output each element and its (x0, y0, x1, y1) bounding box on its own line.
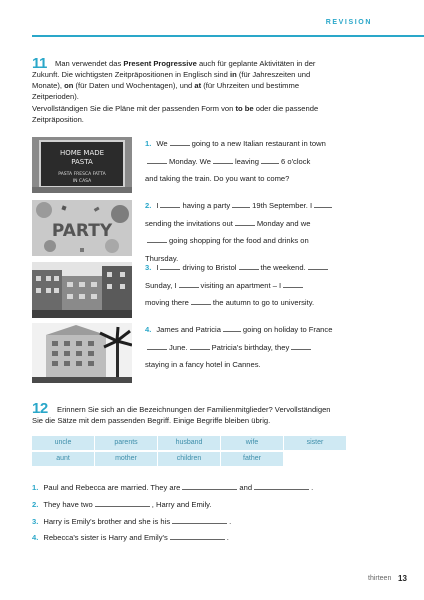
exercise-11-item-2: 2. I having a party 19th September. I sending the invitations out Monday and we going shopping for the food and drinks on Thursday. (145, 197, 350, 267)
answer-blank[interactable] (232, 201, 250, 208)
answer-blank[interactable] (147, 236, 167, 243)
answer-blank[interactable] (190, 343, 210, 350)
word-mother: mother (95, 452, 157, 466)
word-father: father (221, 452, 283, 466)
answer-blank[interactable] (160, 201, 180, 208)
photo-street (32, 262, 132, 318)
svg-text:PASTA FRESCA FATTA: PASTA FRESCA FATTA (58, 172, 106, 177)
word-wife: wife (221, 436, 283, 450)
photo-chalkboard (32, 137, 132, 193)
page-number: 13 (398, 574, 407, 583)
exercise-11-item-4: 4. James and Patricia going on holiday to France June. Patricia's birthday, they staying in a fancy hotel in Cannes. (145, 325, 333, 370)
exercise-11-item-3: 3. I driving to Bristol the weekend. Sunday, I visiting an apartment – I moving there the autumn to go to university. (145, 259, 350, 312)
photo-hotel (32, 323, 132, 383)
exercise-12-question-4: 4. Rebecca's sister is Harry and Emily's . (32, 533, 229, 542)
answer-blank[interactable] (254, 483, 309, 490)
word-aunt: aunt (32, 452, 94, 466)
answer-blank[interactable] (308, 263, 328, 270)
exercise-11-instructions: Man verwendet das Present Progressive auch für geplante Aktivitäten in der (55, 59, 316, 68)
answer-blank[interactable] (182, 483, 237, 490)
answer-blank[interactable] (235, 219, 255, 226)
answer-blank[interactable] (170, 139, 190, 146)
exercise-11-instructions-cont: Zukunft. Die wichtigsten Zeitpräpositionen in Englisch sind in (für Jahreszeiten und Monate), on (für Daten und Wochentagen), und at (für Uhrzeiten und bestimme Zeitperioden). Vervollständigen Sie die Pläne mit der passenden Form von to be oder die passende Zeitpräposition. (32, 70, 319, 124)
exercise-12-instructions: Erinnern Sie sich an die Bezeichnungen der Familienmitglieder? Vervollständigen (57, 405, 331, 414)
svg-text:PARTY: PARTY (51, 221, 113, 241)
answer-blank[interactable] (223, 325, 241, 332)
answer-blank[interactable] (261, 157, 279, 164)
exercise-12-instructions-cont: Sie die Sätze mit dem passenden Begriff. Einige Begriffe bleiben übrig. (32, 416, 271, 425)
answer-blank[interactable] (191, 298, 211, 305)
word-uncle: uncle (32, 436, 94, 450)
answer-blank[interactable] (147, 157, 167, 164)
answer-blank[interactable] (147, 343, 167, 350)
answer-blank[interactable] (314, 201, 332, 208)
answer-blank[interactable] (283, 281, 303, 288)
word-sister: sister (284, 436, 346, 450)
answer-blank[interactable] (291, 343, 311, 350)
answer-blank[interactable] (239, 263, 259, 270)
svg-text:HOME MADE: HOME MADE (59, 149, 105, 157)
answer-blank[interactable] (95, 500, 150, 507)
photo-party (32, 200, 132, 256)
exercise-12-question-3: 3. Harry is Emily's brother and she is his . (32, 517, 232, 526)
word-children: children (158, 452, 220, 466)
answer-blank[interactable] (213, 157, 233, 164)
section-label: REVISION (325, 19, 372, 26)
svg-text:IN CASA: IN CASA (72, 179, 92, 184)
exercise-12-number: 12 (32, 400, 48, 417)
answer-blank[interactable] (170, 533, 225, 540)
word-parents: parents (95, 436, 157, 450)
exercise-12-question-1: 1. Paul and Rebecca are married. They are and . (32, 483, 314, 492)
svg-text:PASTA: PASTA (71, 158, 93, 166)
answer-blank[interactable] (160, 263, 180, 270)
exercise-11-item-1: 1. We going to a new Italian restaurant in town Monday. We leaving 6 o'clock and taking the train. Do you want to come? (145, 139, 326, 184)
answer-blank[interactable] (172, 517, 227, 524)
answer-blank[interactable] (179, 281, 199, 288)
exercise-12-question-2: 2. They have two , Harry and Emily. (32, 500, 212, 509)
header-rule (32, 35, 424, 37)
word-husband: husband (158, 436, 220, 450)
exercise-11-number: 11 (32, 55, 47, 72)
word-box (32, 436, 352, 469)
footer-page-word: thirteen (368, 575, 392, 582)
